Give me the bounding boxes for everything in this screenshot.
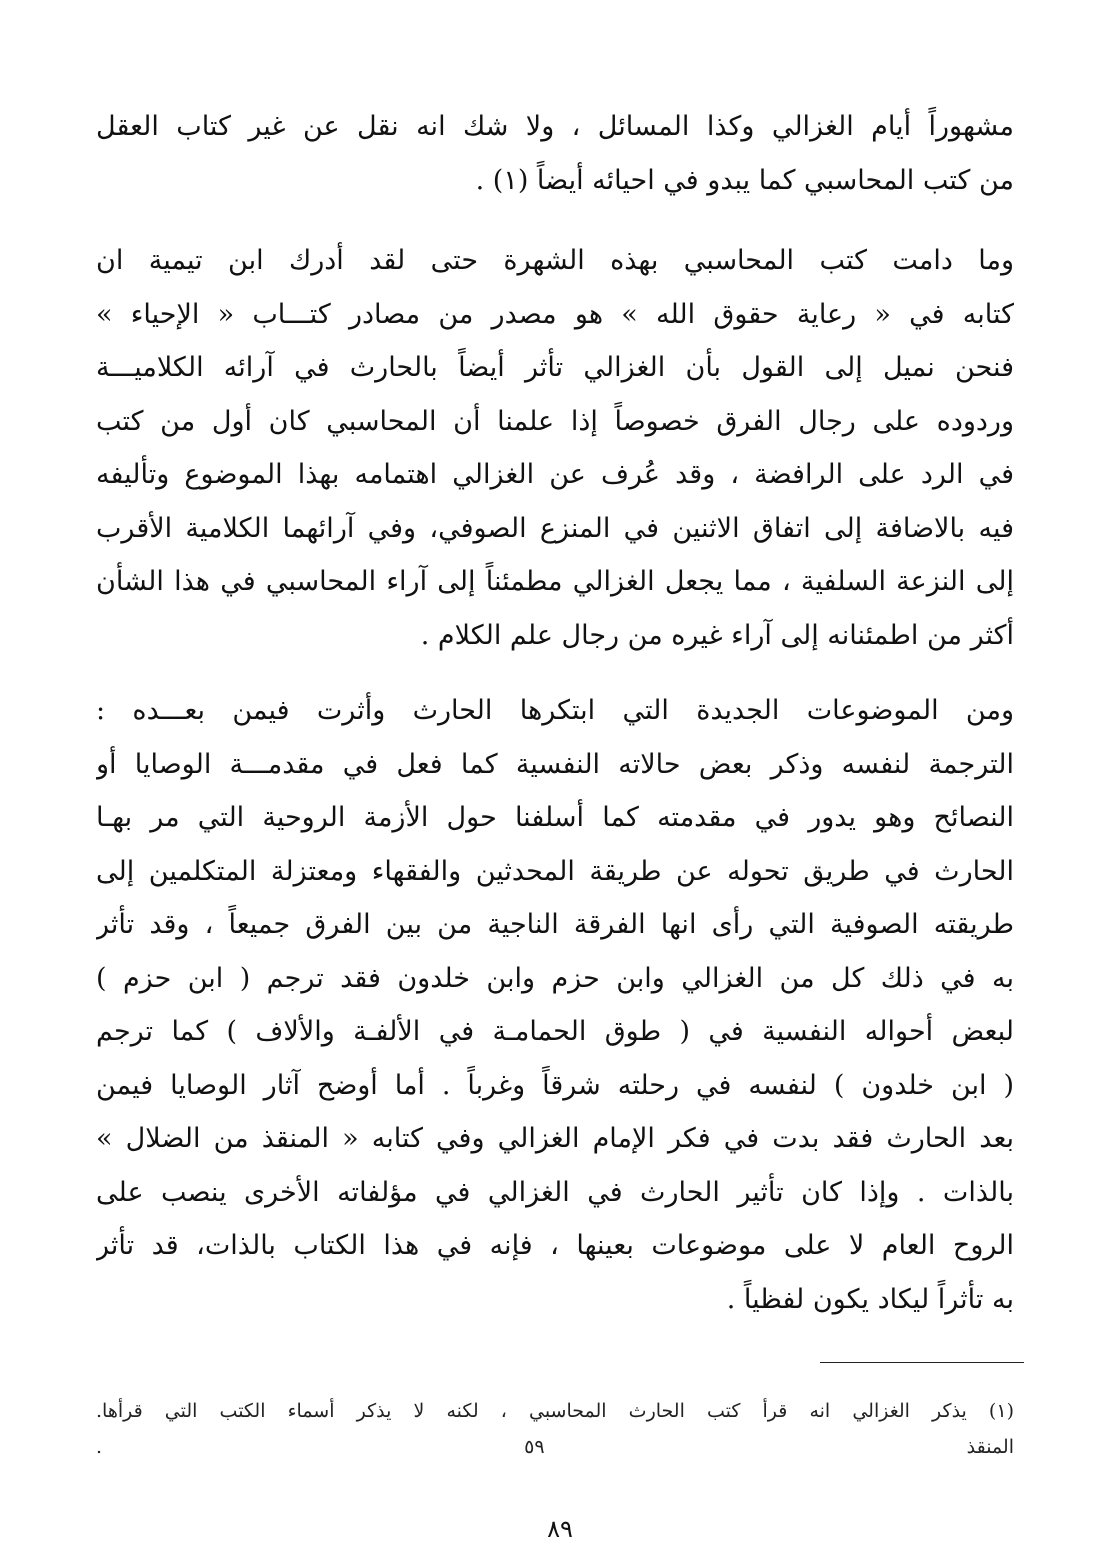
paragraph-line: ( ابن خلدون ) لنفسه في رحلته شرقاً وغرباً . أما أوضح آثار الوصايا فيمن <box>96 1069 1014 1101</box>
paragraph-line: وما دامت كتب المحاسبي بهذه الشهرة حتى لقد أدرك ابن تيمية ان <box>96 245 1014 276</box>
paragraph-line: كتابه في « رعاية حقوق الله » هو مصدر من مصادر كتـــاب « الإحياء » <box>96 298 1014 330</box>
paragraph-line: مشهوراً أيام الغزالي وكذا المسائل ، ولا شك انه نقل عن غير كتاب العقل <box>96 111 1014 142</box>
paragraph-2 <box>96 234 1014 662</box>
footnote <box>96 1393 1014 1465</box>
paragraph-line: إلى النزعة السلفية ، مما يجعل الغزالي مطمئناً إلى آراء المحاسبي في هذا الشأن <box>96 566 1014 597</box>
paragraph-1 <box>96 100 1014 207</box>
paragraph-line: النصائح وهو يدور في مقدمته كما أسلفنا حول الأزمة الروحية التي مر بهـا <box>96 802 1014 833</box>
paragraph-3 <box>96 684 1014 1326</box>
paragraph-line: أكثر من اطمئنانه إلى آراء غيره من رجال علم الكلام . <box>420 619 1014 651</box>
paragraph-line: ومن الموضوعات الجديدة التي ابتكرها الحارث وأثرت فيمن بعـــده : <box>96 695 1014 726</box>
paragraph-line: به في ذلك كل من الغزالي وابن حزم وابن خلدون فقد ترجم ( ابن حزم ) <box>96 962 1014 994</box>
paragraph-line: به تأثراً ليكاد يكون لفظياً . <box>726 1283 1014 1315</box>
paragraph-line: طريقته الصوفية التي رأى انها الفرقة الناجية من بين الفرق جميعاً ، وقد تأثر <box>96 909 1014 940</box>
page-number: ٨٩ <box>547 1515 573 1543</box>
paragraph-line: بالذات . وإذا كان تأثير الحارث في الغزالي في مؤلفاته الأخرى ينصب على <box>96 1176 1014 1208</box>
footnote-divider <box>820 1362 1024 1363</box>
paragraph-line: فنحن نميل إلى القول بأن الغزالي تأثر أيضاً بالحارث في آرائه الكلاميـــة <box>96 352 1014 383</box>
paragraph-line: الروح العام لا على موضوعات بعينها ، فإنه في هذا الكتاب بالذات، قد تأثر <box>96 1230 1014 1261</box>
paragraph-line: في الرد على الرافضة ، وقد عُرف عن الغزالي اهتمامه بهذا الموضوع وتأليفه <box>96 459 1014 490</box>
paragraph-line: بعد الحارث فقد بدت في فكر الإمام الغزالي وفي كتابه « المنقذ من الضلال » <box>96 1123 1014 1154</box>
paragraph-line: الترجمة لنفسه وذكر بعض حالاته النفسية كما فعل في مقدمـــة الوصايا أو <box>96 748 1014 780</box>
paragraph-line: لبعض أحواله النفسية في ( طوق الحمامـة في الألفـة والألاف ) كما ترجم <box>96 1016 1014 1047</box>
paragraph-line: وردوده على رجال الفرق خصوصاً إذا علمنا أن المحاسبي كان أول من كتب <box>96 405 1014 437</box>
paragraph-line: فيه بالاضافة إلى اتفاق الاثنين في المنزع الصوفي، وفي آرائهما الكلامية الأقرب <box>96 512 1014 544</box>
paragraph-line: من كتب المحاسبي كما يبدو في احيائه أيضاً (١) . <box>475 164 1014 196</box>
footnote-line: المنقذ ٥٩ . <box>96 1436 1014 1458</box>
paragraph-line: الحارث في طريق تحوله عن طريقة المحدثين والفقهاء ومعتزلة المتكلمين إلى <box>96 855 1014 887</box>
footnote-line: (١) يذكر الغزالي انه قرأ كتب الحارث المحاسبي ، لكنه لا يذكر أسماء الكتب التي قرأها. <box>96 1400 1014 1422</box>
